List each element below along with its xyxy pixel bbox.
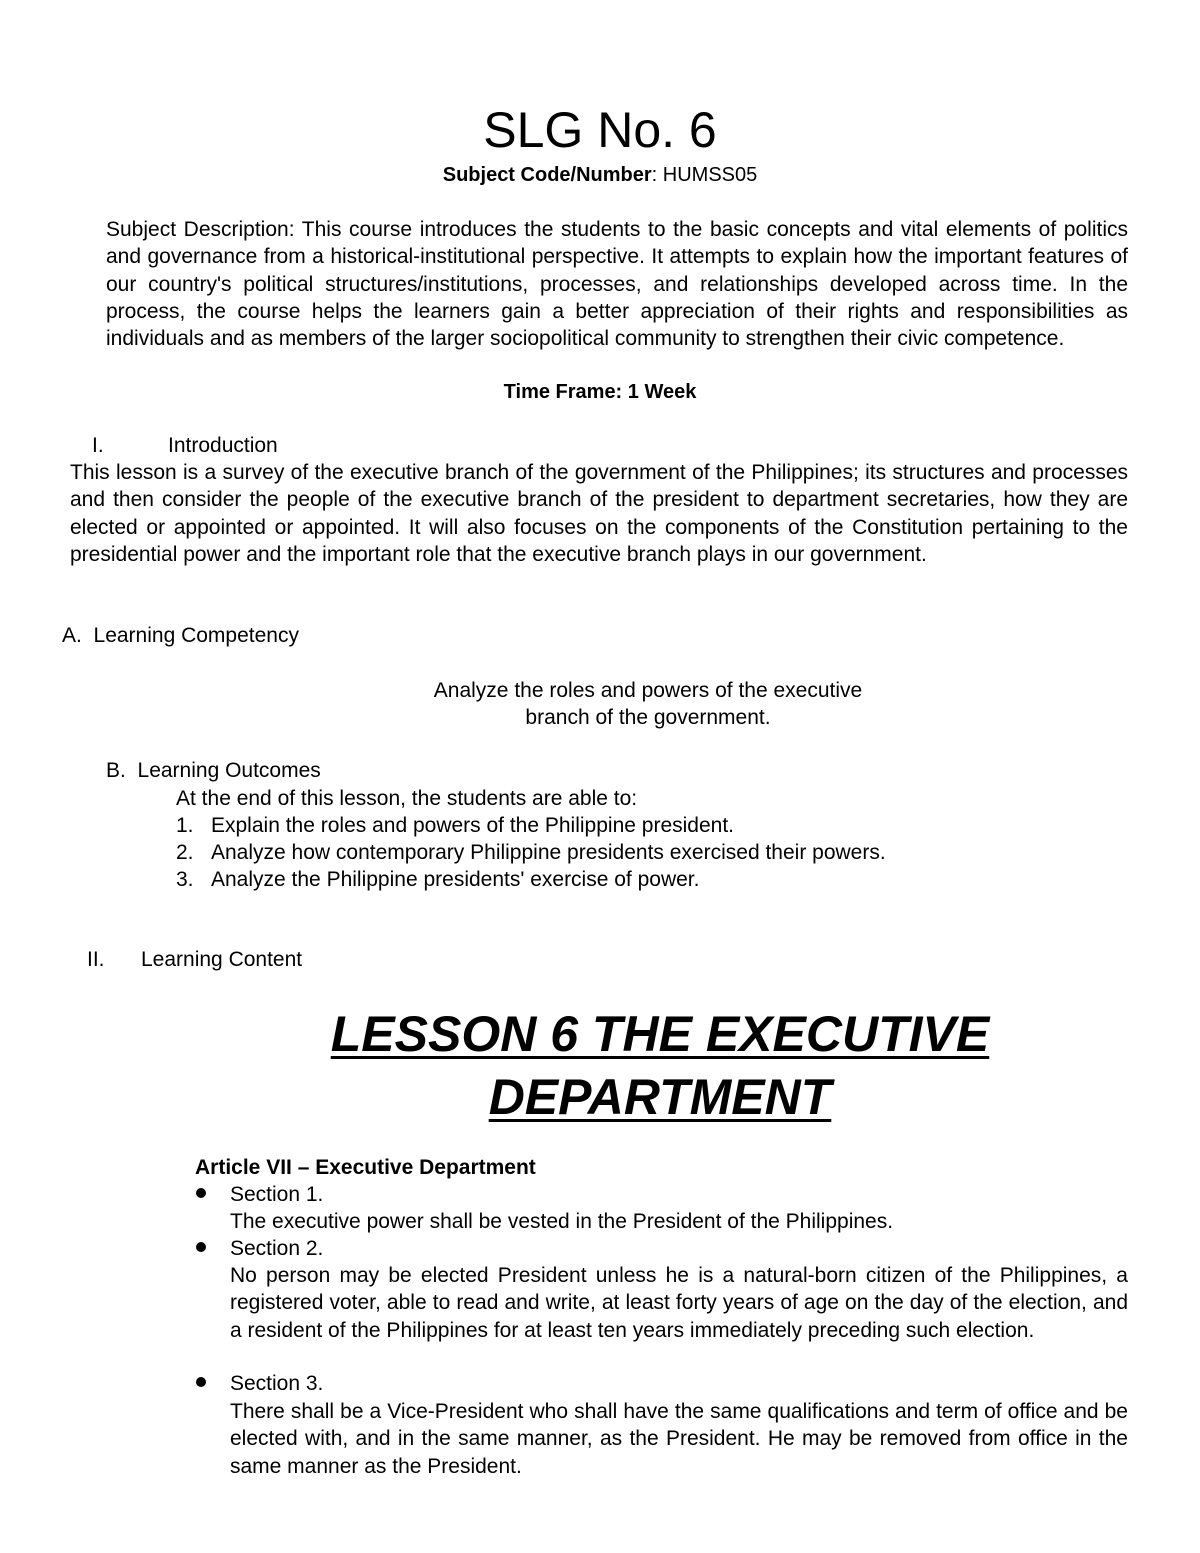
learning-outcomes-heading: B. Learning Outcomes bbox=[106, 759, 321, 782]
section-number: II. bbox=[87, 948, 105, 971]
list-number: 2. bbox=[176, 841, 194, 864]
list-text: Analyze the Philippine presidents' exercise of power. bbox=[211, 868, 700, 891]
section-label: Section 1. bbox=[230, 1183, 324, 1206]
learning-content-heading bbox=[87, 946, 302, 973]
competency-line-2: branch of the government. bbox=[525, 706, 771, 729]
bullet-icon bbox=[196, 1242, 206, 1252]
list-text: Analyze how contemporary Philippine presidents exercised their powers. bbox=[211, 841, 886, 864]
list-item bbox=[176, 812, 734, 839]
section-heading: Introduction bbox=[168, 434, 278, 457]
lesson-title bbox=[0, 1003, 1200, 1129]
time-frame: Time Frame: 1 Week bbox=[503, 381, 697, 403]
list-text: Explain the roles and powers of the Philippine president. bbox=[211, 814, 734, 837]
section-text: The executive power shall be vested in the President of the Philippines. bbox=[230, 1210, 894, 1233]
bullet-icon bbox=[196, 1377, 206, 1387]
section-text: There shall be a Vice-President who shall have the same qualifications and term of office and be elected with, and in the same manner, as the President. He may be removed from office in the same manner as the President. bbox=[230, 1400, 1128, 1478]
section-heading: Learning Content bbox=[141, 948, 303, 971]
article-heading: Article VII – Executive Department bbox=[195, 1156, 536, 1179]
list-number: 3. bbox=[176, 868, 194, 891]
subject-code-value: : HUMSS05 bbox=[651, 164, 758, 186]
bullet-icon bbox=[196, 1188, 206, 1198]
introduction-heading bbox=[92, 432, 278, 459]
section-text: No person may be elected President unless he is a natural-born citizen of the Philippines, a registered voter, able to read and write, at least forty years of age on the day of the election, and a resident of the Philippines for at least ten years immediately preceding such election. bbox=[230, 1264, 1128, 1342]
subject-description: Subject Description: This course introduces the students to the basic concepts and vital elements of politics and governance from a historical-institutional perspective. It attempts to explain how the important features of our country's political structures/institutions, processes, and relationships developed across time. In the process, the course helps the learners gain a better appreciation of their rights and responsibilities as individuals and as members of the larger sociopolitical community to strengthen their civic competence. bbox=[106, 218, 1128, 351]
competency-line-1: Analyze the roles and powers of the executive bbox=[433, 679, 863, 702]
list-item bbox=[176, 866, 699, 893]
list-item bbox=[176, 839, 886, 866]
lesson-title-line-2: DEPARTMENT bbox=[488, 1069, 832, 1125]
section-label: Section 3. bbox=[230, 1372, 324, 1395]
document-title: SLG No. 6 bbox=[483, 102, 717, 158]
learning-outcomes-intro: At the end of this lesson, the students are able to: bbox=[176, 787, 638, 810]
introduction-body: This lesson is a survey of the executive branch of the government of the Philippines; its structures and processes and then consider the people of the executive branch of the president to department secretaries, how they are elected or appointed or appointed. It will also focuses on the components of the Constitution pertaining to the presidential power and the important role that the executive branch plays in our government. bbox=[70, 461, 1128, 566]
section-label: Section 2. bbox=[230, 1237, 324, 1260]
subject-code-line bbox=[0, 162, 1200, 189]
list-number: 1. bbox=[176, 814, 194, 837]
lesson-title-line-1: LESSON 6 THE EXECUTIVE bbox=[330, 1006, 990, 1062]
subject-code-label: Subject Code/Number bbox=[442, 164, 652, 186]
learning-competency-heading: A. Learning Competency bbox=[62, 624, 299, 647]
learning-competency-text bbox=[0, 677, 1200, 731]
section-number: I. bbox=[92, 434, 104, 457]
